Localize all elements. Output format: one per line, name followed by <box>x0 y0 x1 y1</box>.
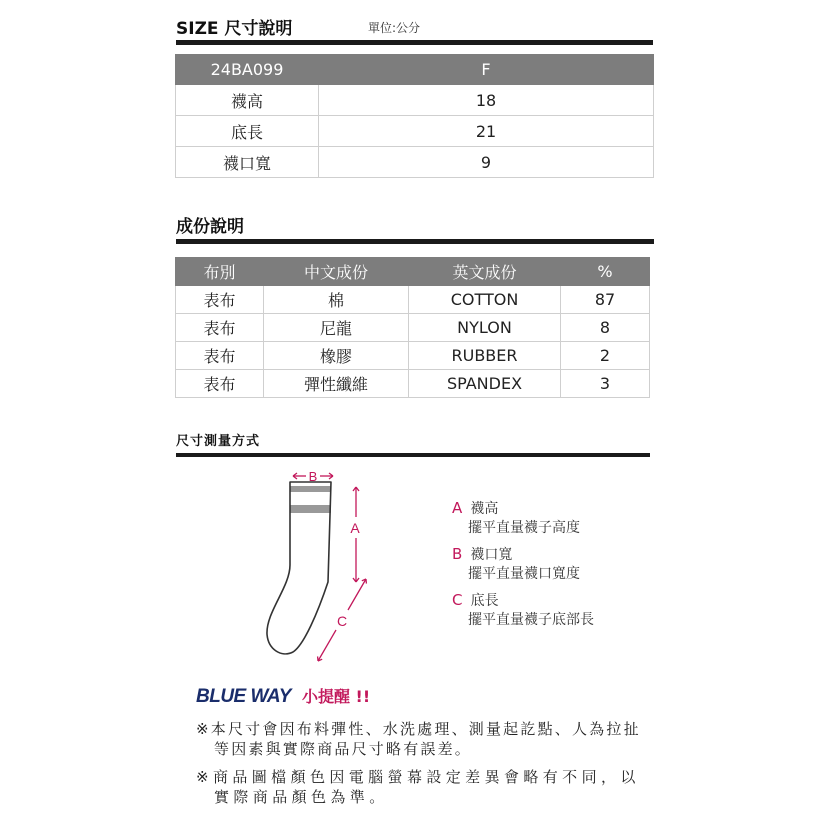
label-a: A <box>350 520 360 536</box>
size-header-code: 24BA099 <box>176 55 319 85</box>
size-table <box>175 54 654 178</box>
composition-section-title: 成份說明 <box>176 217 244 237</box>
size-row-value: 9 <box>319 147 654 178</box>
size-header-size: F <box>319 55 654 85</box>
measure-legend <box>452 498 594 630</box>
legend-desc: 擺平直量襪子高度 <box>468 520 580 536</box>
cell-percent: 2 <box>561 342 650 370</box>
cell-fabric: 表布 <box>176 342 264 370</box>
legend-desc: 擺平直量襪子底部長 <box>468 612 594 628</box>
size-section-title: SIZE 尺寸說明 <box>176 19 293 39</box>
cell-chinese: 彈性纖維 <box>264 370 409 398</box>
legend-item-c <box>452 590 594 630</box>
measure-divider <box>176 453 650 457</box>
header-chinese: 中文成份 <box>264 258 409 286</box>
reminder-header <box>196 684 370 708</box>
size-row-label: 襪高 <box>176 85 319 116</box>
cell-english: NYLON <box>409 314 561 342</box>
cell-chinese: 尼龍 <box>264 314 409 342</box>
legend-item-a <box>452 498 594 538</box>
table-row <box>176 314 650 342</box>
cell-fabric: 表布 <box>176 286 264 314</box>
table-row <box>176 370 650 398</box>
cell-english: RUBBER <box>409 342 561 370</box>
cell-fabric: 表布 <box>176 370 264 398</box>
cell-chinese: 棉 <box>264 286 409 314</box>
size-divider <box>176 40 653 45</box>
sock-diagram <box>258 462 388 672</box>
reminder-line-4: 實際商品顏色為準。 <box>214 788 389 806</box>
size-row-value: 18 <box>319 85 654 116</box>
header-percent: % <box>561 258 650 286</box>
composition-table-header <box>176 258 650 286</box>
size-row-label: 襪口寬 <box>176 147 319 178</box>
header-english: 英文成份 <box>409 258 561 286</box>
cell-chinese: 橡膠 <box>264 342 409 370</box>
table-row <box>176 342 650 370</box>
legend-item-b <box>452 544 594 584</box>
legend-name: 襪高 <box>470 501 499 517</box>
table-row <box>176 286 650 314</box>
table-row <box>176 85 654 116</box>
size-row-value: 21 <box>319 116 654 147</box>
label-c: C <box>336 613 348 629</box>
legend-name: 襪口寬 <box>470 547 513 563</box>
reminder-line-1: ※本尺寸會因布料彈性、水洗處理、測量起訖點、人為拉扯 <box>196 720 641 738</box>
legend-name: 底長 <box>470 593 499 609</box>
cell-english: COTTON <box>409 286 561 314</box>
reminder-title: 小提醒 !! <box>301 687 371 706</box>
cell-english: SPANDEX <box>409 370 561 398</box>
header-fabric: 布別 <box>176 258 264 286</box>
cell-fabric: 表布 <box>176 314 264 342</box>
composition-divider <box>176 239 654 244</box>
composition-table <box>175 257 650 398</box>
legend-letter: B <box>452 545 463 563</box>
cell-percent: 87 <box>561 286 650 314</box>
label-b: B <box>308 469 318 484</box>
reminder-line-2: 等因素與實際商品尺寸略有誤差。 <box>214 740 473 758</box>
legend-letter: C <box>452 591 463 609</box>
reminder-line-3: ※商品圖檔顏色因電腦螢幕設定差異會略有不同，以 <box>196 768 640 786</box>
unit-label: 單位:公分 <box>368 21 421 35</box>
table-row <box>176 116 654 147</box>
cell-percent: 8 <box>561 314 650 342</box>
legend-letter: A <box>452 499 463 517</box>
brand-logo: BLUE WAY <box>196 686 291 707</box>
legend-desc: 擺平直量襪口寬度 <box>468 566 580 582</box>
cuff-stripes <box>290 487 331 512</box>
size-table-header <box>176 55 654 85</box>
size-row-label: 底長 <box>176 116 319 147</box>
table-row <box>176 147 654 178</box>
cell-percent: 3 <box>561 370 650 398</box>
measure-section-title: 尺寸測量方式 <box>176 434 261 449</box>
